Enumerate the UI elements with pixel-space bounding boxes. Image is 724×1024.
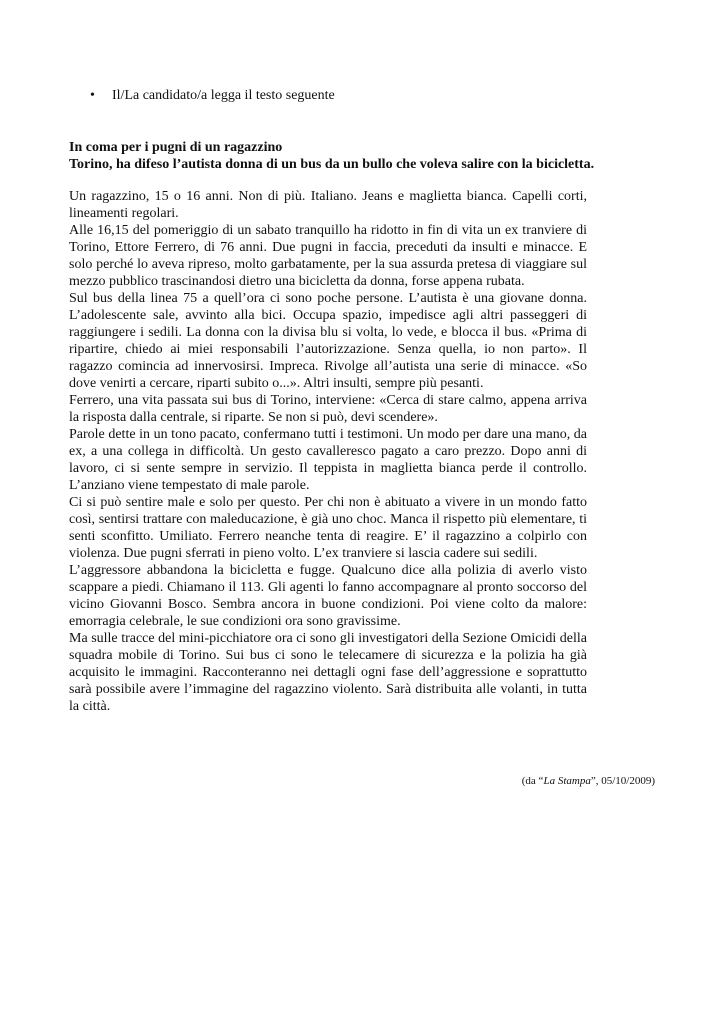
article-paragraph: Ferrero, una vita passata sui bus di Torino, interviene: «Cerca di stare calmo, appena arriva la risposta dalla centrale, si riparte. Se non si può, devi scendere».	[69, 393, 587, 425]
article-body	[69, 188, 587, 715]
article-paragraph: Sul bus della linea 75 a quell’ora ci sono poche persone. L’autista è una giovane donna. L’adolescente sale, avvinto alla bici. Occupa spazio, impedisce agli altri passeggeri di raggiungere i sedili. La donna con la divisa blu si volta, lo vede, e blocca il bus. «Prima di ripartire, chiedo ai miei responsabili l’autorizzazione. Senza quella, io non parto». Il ragazzo comincia ad innervosirsi. Impreca. Rivolge all’autista una serie di minacce. «So dove venirti a cercare, riparti subito o...». Altri insulti, sempre più pesanti.	[69, 291, 587, 391]
instruction-text: Il/La candidato/a legga il testo seguente	[112, 88, 335, 103]
bullet-icon: •	[90, 88, 95, 103]
article-paragraph: Un ragazzino, 15 o 16 anni. Non di più. Italiano. Jeans e maglietta bianca. Capelli corti, lineamenti regolari.	[69, 189, 587, 221]
source-prefix: (da “	[521, 775, 544, 787]
article-subtitle: Torino, ha difeso l’autista donna di un bus da un bullo che voleva salire con la bicicletta.	[69, 157, 595, 172]
article-paragraph: Parole dette in un tono pacato, confermano tutti i testimoni. Un modo per dare una mano, da ex, a una collega in difficoltà. Un gesto cavalleresco pagato a caro prezzo. Dopo anni di lavoro, ci si sente sempre in servizio. Il teppista in maglietta bianca perde il controllo. L’anziano viene tempestato di male parole.	[69, 427, 587, 493]
instruction-line	[90, 87, 335, 105]
article-paragraph: Ma sulle tracce del mini-picchiatore ora ci sono gli investigatori della Sezione Omicidi della squadra mobile di Torino. Sui bus ci sono le telecamere di sicurezza e la polizia ha già acquisito le immagini. Racconteranno nei dettagli ogni fase dell’aggressione e soprattutto sarà possibile avere l’immagine del ragazzino violento. Sarà distribuita alle volanti, in tutta la città.	[69, 631, 587, 714]
source-publication: La Stampa	[543, 775, 591, 787]
source-citation	[522, 774, 655, 788]
source-suffix: ”, 05/10/2009)	[590, 775, 655, 787]
article-paragraph: Ci si può sentire male e solo per questo. Per chi non è abituato a vivere in un mondo fatto così, sentirsi trattare con maleducazione, è già uno choc. Manca il rispetto più elementare, ti senti sconfitto. Umiliato. Ferrero neanche tenta di reagire. E’ il ragazzino a colpirlo con violenza. Due pugni sferrati in pieno volto. L’ex tranviere si lascia cadere sui sedili.	[69, 495, 587, 561]
article-title: In coma per i pugni di un ragazzino	[69, 140, 283, 155]
article-paragraph: L’aggressore abbandona la bicicletta e fugge. Qualcuno dice alla polizia di averlo visto scappare a piedi. Chiamano il 113. Gli agenti lo fanno accompagnare al pronto soccorso del vicino Giovanni Bosco. Sembra ancora in buone condizioni. Poi viene colto da malore: emorragia celebrale, le sue condizioni ora sono gravissime.	[69, 563, 587, 629]
article-paragraph: Alle 16,15 del pomeriggio di un sabato tranquillo ha ridotto in fin di vita un ex tranviere di Torino, Ettore Ferrero, di 76 anni. Due pugni in faccia, preceduti da insulti e minacce. E solo perché lo aveva ripreso, molto garbatamente, per la sua assurda pretesa di viaggiare sul mezzo pubblico trascinandosi dietro una bicicletta da donna, forse appena rubata.	[69, 223, 587, 289]
article-headline	[69, 139, 594, 173]
